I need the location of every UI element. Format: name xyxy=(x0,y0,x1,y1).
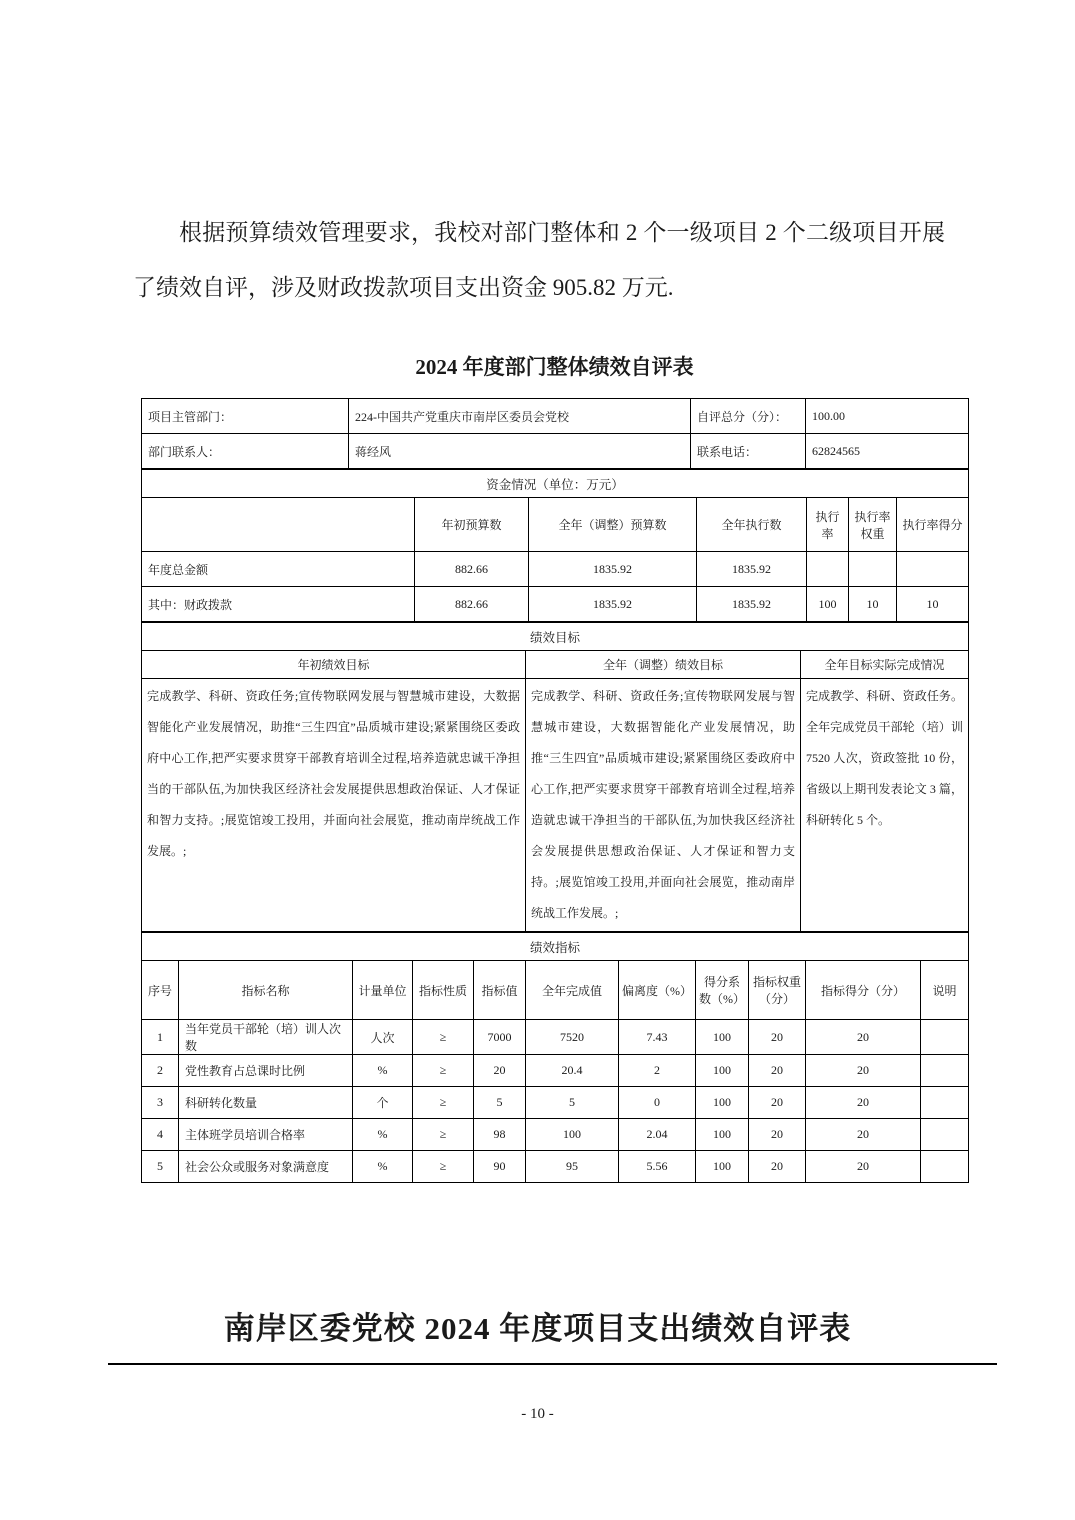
column-header: 全年（调整）绩效目标 xyxy=(526,651,801,679)
table-row xyxy=(142,587,969,622)
column-header: 执行率得分 xyxy=(897,498,969,552)
column-header: 年初预算数 xyxy=(415,498,529,552)
column-header: 执行率权重 xyxy=(849,498,897,552)
indicator-coefficient: 100 xyxy=(696,1055,749,1087)
initial-goal-text: 完成教学、科研、资政任务;宣传物联网发展与智慧城市建设，大数据智能化产业发展情况，助推“三生四宜”品质城市建设;紧紧围绕区委政府中心工作,把严实要求贯穿干部教育培训全过程,培养造就忠诚干净担当的干部队伍,为加快我区经济社会发展提供思想政治保证、人才保证和智力支持。;展览馆竣工投用，并面向社会展览，推动南岸统战工作发展。; xyxy=(142,679,526,932)
indicator-index: 4 xyxy=(142,1119,179,1151)
indicator-index: 1 xyxy=(142,1020,179,1055)
indicator-deviation: 7.43 xyxy=(619,1020,696,1055)
indicator-nature: ≥ xyxy=(413,1055,474,1087)
indicator-name: 社会公众或服务对象满意度 xyxy=(179,1151,353,1183)
indicator-note xyxy=(921,1119,969,1151)
indicator-unit: 人次 xyxy=(353,1020,413,1055)
column-header: 执行率 xyxy=(807,498,849,552)
initial-budget: 882.66 xyxy=(415,587,529,622)
rate-weight xyxy=(849,552,897,587)
table-header-row xyxy=(142,498,969,552)
indicator-unit: 个 xyxy=(353,1087,413,1119)
rate-weight: 10 xyxy=(849,587,897,622)
indicator-note xyxy=(921,1020,969,1055)
indicator-deviation: 2 xyxy=(619,1055,696,1087)
indicator-deviation: 2.04 xyxy=(619,1119,696,1151)
indicator-target: 90 xyxy=(474,1151,526,1183)
column-header: 序号 xyxy=(142,961,179,1020)
indicator-actual: 5 xyxy=(526,1087,619,1119)
indicator-weight: 20 xyxy=(749,1119,806,1151)
dept-label: 项目主管部门： xyxy=(142,399,349,434)
table-row xyxy=(142,552,969,587)
column-header: 指标得分（分） xyxy=(806,961,921,1020)
table-row xyxy=(142,679,969,932)
indicators-section-title: 绩效指标 xyxy=(142,933,969,961)
column-header: 全年目标实际完成情况 xyxy=(801,651,969,679)
goals-section-title: 绩效目标 xyxy=(142,623,969,651)
contact-label: 部门联系人： xyxy=(142,434,349,469)
column-header: 计量单位 xyxy=(353,961,413,1020)
indicator-weight: 20 xyxy=(749,1020,806,1055)
score-value: 100.00 xyxy=(806,399,969,434)
rate-score: 10 xyxy=(897,587,969,622)
table-title: 2024 年度部门整体绩效自评表 xyxy=(415,355,694,379)
funding-section-title: 资金情况（单位：万元） xyxy=(142,470,969,498)
indicator-nature: ≥ xyxy=(413,1087,474,1119)
column-header: 指标权重（分） xyxy=(749,961,806,1020)
table-header-row xyxy=(142,961,969,1020)
indicator-target: 20 xyxy=(474,1055,526,1087)
table-row xyxy=(142,1055,969,1087)
column-header: 全年完成值 xyxy=(526,961,619,1020)
table-row xyxy=(142,1119,969,1151)
rate-score xyxy=(897,552,969,587)
executed-amount: 1835.92 xyxy=(697,587,807,622)
indicator-coefficient: 100 xyxy=(696,1087,749,1119)
indicator-unit: % xyxy=(353,1151,413,1183)
table-row xyxy=(142,399,969,434)
indicator-unit: % xyxy=(353,1119,413,1151)
indicator-target: 98 xyxy=(474,1119,526,1151)
column-header: 全年（调整）预算数 xyxy=(529,498,697,552)
adjusted-goal-text: 完成教学、科研、资政任务;宣传物联网发展与智慧城市建设，大数据智能化产业发展情况，助推“三生四宜”品质城市建设;紧紧围绕区委政府中心工作,把严实要求贯穿干部教育培训全过程,培养造就忠诚干净担当的干部队伍,为加快我区经济社会发展提供思想政治保证、人才保证和智力支持。;展览馆竣工投用,并面向社会展览，推动南岸统战工作发展。; xyxy=(526,679,801,932)
column-header: 指标性质 xyxy=(413,961,474,1020)
column-header: 说明 xyxy=(921,961,969,1020)
dept-value: 224-中国共产党重庆市南岸区委员会党校 xyxy=(349,399,691,434)
adjusted-budget: 1835.92 xyxy=(529,587,697,622)
table-row xyxy=(142,434,969,469)
indicator-index: 3 xyxy=(142,1087,179,1119)
indicator-weight: 20 xyxy=(749,1055,806,1087)
indicator-target: 5 xyxy=(474,1087,526,1119)
goals-table xyxy=(141,622,969,932)
execution-rate: 100 xyxy=(807,587,849,622)
column-header xyxy=(142,498,415,552)
score-label: 自评总分（分）： xyxy=(691,399,806,434)
indicator-actual: 7520 xyxy=(526,1020,619,1055)
column-header: 指标名称 xyxy=(179,961,353,1020)
indicator-coefficient: 100 xyxy=(696,1020,749,1055)
column-header: 全年执行数 xyxy=(697,498,807,552)
indicator-actual: 100 xyxy=(526,1119,619,1151)
indicator-target: 7000 xyxy=(474,1020,526,1055)
section-band xyxy=(142,933,969,961)
indicator-nature: ≥ xyxy=(413,1020,474,1055)
indicator-score: 20 xyxy=(806,1055,921,1087)
indicators-table xyxy=(141,932,969,1183)
indicator-note xyxy=(921,1087,969,1119)
contact-value: 蒋经风 xyxy=(349,434,691,469)
indicator-note xyxy=(921,1055,969,1087)
row-label: 其中：财政拨款 xyxy=(142,587,415,622)
indicator-coefficient: 100 xyxy=(696,1119,749,1151)
indicator-name: 党性教育占总课时比例 xyxy=(179,1055,353,1087)
indicator-name: 科研转化数量 xyxy=(179,1087,353,1119)
indicator-note xyxy=(921,1151,969,1183)
column-header: 指标值 xyxy=(474,961,526,1020)
funding-table xyxy=(141,469,969,622)
phone-value: 62824565 xyxy=(806,434,969,469)
section-band xyxy=(142,623,969,651)
indicator-actual: 95 xyxy=(526,1151,619,1183)
next-section-title: 南岸区委党校 2024 年度项目支出绩效自评表 xyxy=(223,1311,852,1346)
section-band xyxy=(142,470,969,498)
indicator-actual: 20.4 xyxy=(526,1055,619,1087)
info-table xyxy=(141,398,969,469)
table-row xyxy=(142,1151,969,1183)
execution-rate xyxy=(807,552,849,587)
indicator-nature: ≥ xyxy=(413,1151,474,1183)
phone-label: 联系电话： xyxy=(691,434,806,469)
indicator-deviation: 0 xyxy=(619,1087,696,1119)
indicator-score: 20 xyxy=(806,1119,921,1151)
column-header: 得分系数（%） xyxy=(696,961,749,1020)
indicator-coefficient: 100 xyxy=(696,1151,749,1183)
intro-paragraph: 根据预算绩效管理要求，我校对部门整体和 2 个一级项目 2 个二级项目开展了绩效自评，涉及财政拨款项目支出资金 905.82 万元. xyxy=(133,220,945,300)
actual-completion-text: 完成教学、科研、资政任务。全年完成党员干部轮（培）训 7520 人次，资政签批 10 份，省级以上期刊发表论文 3 篇，科研转化 5 个。 xyxy=(801,679,969,932)
indicator-score: 20 xyxy=(806,1151,921,1183)
table-row xyxy=(142,1020,969,1055)
table-header-row xyxy=(142,651,969,679)
indicator-weight: 20 xyxy=(749,1087,806,1119)
row-label: 年度总金额 xyxy=(142,552,415,587)
column-header: 偏离度（%） xyxy=(619,961,696,1020)
executed-amount: 1835.92 xyxy=(697,552,807,587)
table-row xyxy=(142,1087,969,1119)
indicator-name: 主体班学员培训合格率 xyxy=(179,1119,353,1151)
adjusted-budget: 1835.92 xyxy=(529,552,697,587)
page-number: - 10 - xyxy=(521,1406,554,1422)
footer-divider xyxy=(108,1363,997,1365)
indicator-deviation: 5.56 xyxy=(619,1151,696,1183)
indicator-index: 5 xyxy=(142,1151,179,1183)
self-evaluation-table xyxy=(141,398,968,1183)
indicator-score: 20 xyxy=(806,1020,921,1055)
initial-budget: 882.66 xyxy=(415,552,529,587)
indicator-unit: % xyxy=(353,1055,413,1087)
indicator-score: 20 xyxy=(806,1087,921,1119)
indicator-index: 2 xyxy=(142,1055,179,1087)
indicator-weight: 20 xyxy=(749,1151,806,1183)
indicator-name: 当年党员干部轮（培）训人次数 xyxy=(179,1020,353,1055)
column-header: 年初绩效目标 xyxy=(142,651,526,679)
indicator-nature: ≥ xyxy=(413,1119,474,1151)
